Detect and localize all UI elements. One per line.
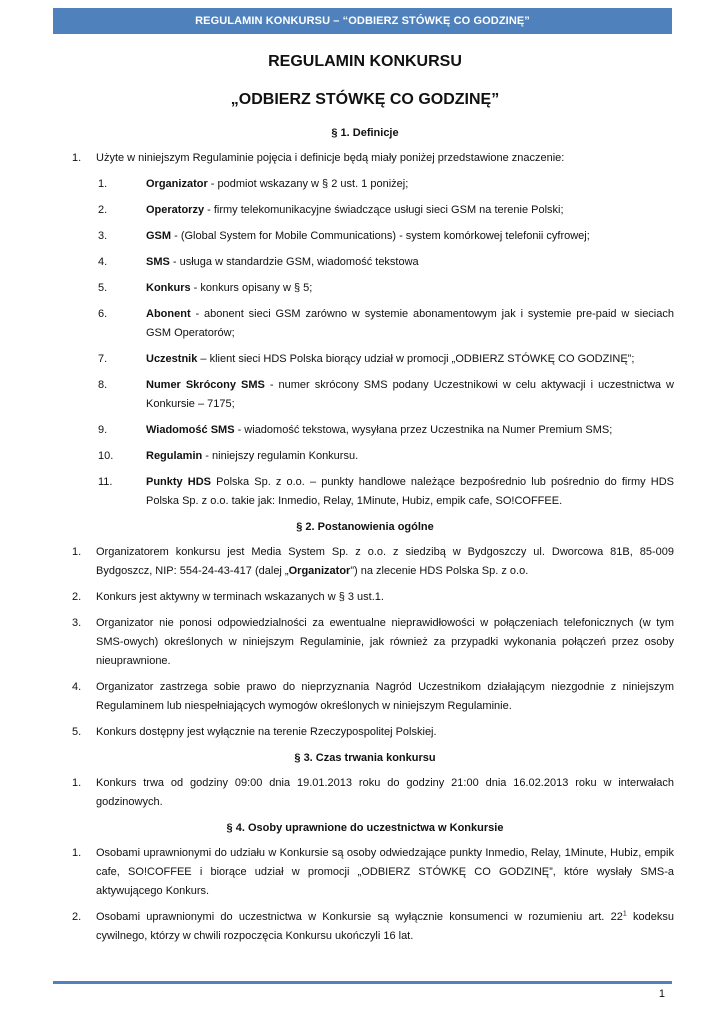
definition-term: Operatorzy: [146, 204, 205, 216]
item-number: 1.: [72, 546, 82, 558]
definition-item: [56, 421, 674, 440]
definition-text: Polska Sp. z o.o. – punkty handlowe należące bezpośrednio lub pośrednio do firmy HDS Polska Sp. z o.o. takie jak: Inmedio, Relay, 1Minute, Hubiz, empik cafe, SO!COFFEE.: [146, 476, 674, 507]
item-text-bold: Organizator: [288, 565, 351, 577]
footnote-marker: 1: [622, 910, 627, 918]
definition-text: – klient sieci HDS Polska biorący udział w promocji „ODBIERZ STÓWKĘ CO GODZINĘ”;: [197, 353, 635, 365]
list-item: [56, 614, 674, 671]
definition-term: Uczestnik: [146, 353, 198, 365]
definition-number: 11.: [98, 476, 113, 488]
definition-term: Abonent: [146, 308, 191, 320]
definition-number: 2.: [98, 204, 108, 216]
definition-number: 3.: [98, 230, 108, 242]
section-4-item-1: [56, 844, 674, 901]
definition-term: SMS: [146, 256, 170, 268]
section-1-heading: § 1. Definicje: [331, 127, 399, 139]
definitions-list: [56, 175, 674, 511]
list-item: [56, 678, 674, 716]
item-number: 1.: [72, 152, 82, 164]
section-1-intro: [56, 149, 674, 168]
document-body: [56, 48, 674, 953]
definition-item: [56, 473, 674, 511]
item-text: Organizator nie ponosi odpowiedzialności za ewentualne nieprawidłowości w połączeniach telefonicznych (w tym SMS-owych) określonych w niniejszym Regulaminie, jak również za przypadki wykonania połączeń przez osoby nieuprawnione.: [96, 617, 674, 667]
document-title: REGULAMIN KONKURSU: [268, 53, 462, 70]
item-text: Organizator zastrzega sobie prawo do nieprzyznania Nagród Uczestnikom działającym niezgodnie z niniejszym Regulaminem lub niespełniających wymogów określonych w niniejszym Regulaminie.: [96, 681, 674, 712]
definition-number: 8.: [98, 379, 108, 391]
definition-number: 10.: [98, 450, 114, 462]
definition-text: - usługa w standardzie GSM, wiadomość tekstowa: [169, 256, 419, 268]
section-3-heading: § 3. Czas trwania konkursu: [294, 752, 436, 764]
section-4-heading: § 4. Osoby uprawnione do uczestnictwa w Konkursie: [226, 822, 504, 834]
definition-item: [56, 279, 674, 298]
item-text: Osobami uprawnionymi do udziału w Konkursie są osoby odwiedzające punkty Inmedio, Relay, 1Minute, Hubiz, empik cafe, SO!COFFEE i biorące udział w promocji „ODBIERZ STÓWKĘ CO GODZINĘ”, które wysłały SMS-a aktywującego Konkurs.: [96, 847, 674, 897]
definition-term: Punkty HDS: [146, 476, 212, 488]
list-item: [56, 588, 674, 607]
document-subtitle: „ODBIERZ STÓWKĘ CO GODZINĘ”: [230, 91, 500, 108]
definition-text: - niniejszy regulamin Konkursu.: [202, 450, 359, 462]
item-number: 2.: [72, 591, 82, 603]
list-item: [56, 774, 674, 812]
definition-item: [56, 447, 674, 466]
item-text: Użyte w niniejszym Regulaminie pojęcia i definicje będą miały poniżej przedstawione znaczenie:: [96, 152, 565, 164]
definition-number: 5.: [98, 282, 108, 294]
section-2-list: [56, 588, 674, 742]
definition-item: [56, 350, 674, 369]
item-number: 1.: [72, 777, 82, 789]
item-number: 2.: [72, 911, 82, 923]
item-number: 1.: [72, 847, 82, 859]
definition-number: 6.: [98, 308, 108, 320]
list-item: [56, 723, 674, 742]
definition-term: GSM: [146, 230, 172, 242]
section-4-item-2: [56, 908, 674, 946]
definition-item: [56, 253, 674, 272]
definition-item: [56, 227, 674, 246]
item-number: 4.: [72, 681, 82, 693]
item-text-before: Osobami uprawnionymi do uczestnictwa w Konkursie są wyłącznie konsumenci w rozumieniu art. 22: [96, 911, 623, 923]
definition-number: 4.: [98, 256, 108, 268]
definition-number: 7.: [98, 353, 108, 365]
definition-item: [56, 175, 674, 194]
item-number: 3.: [72, 617, 82, 629]
definition-text: - (Global System for Mobile Communications) - system komórkowej telefonii cyfrowej;: [171, 230, 590, 242]
item-text: Konkurs jest aktywny w terminach wskazanych w § 3 ust.1.: [96, 591, 384, 603]
definition-text: - konkurs opisany w § 5;: [190, 282, 313, 294]
definition-term: Konkurs: [146, 282, 191, 294]
definition-text: - wiadomość tekstowa, wysyłana przez Uczestnika na Numer Premium SMS;: [234, 424, 613, 436]
item-text: Konkurs dostępny jest wyłącznie na terenie Rzeczypospolitej Polskiej.: [96, 726, 437, 738]
definition-text: - numer skrócony SMS podany Uczestnikowi w celu aktywacji i uczestnictwa w Konkursie – 7175;: [146, 379, 674, 410]
item-number: 5.: [72, 726, 82, 738]
section-2-heading: § 2. Postanowienia ogólne: [296, 521, 434, 533]
definition-text: - firmy telekomunikacyjne świadczące usługi sieci GSM na terenie Polski;: [204, 204, 564, 216]
item-text-before: Organizatorem konkursu jest Media System Sp. z o.o. z siedzibą w Bydgoszczy ul. Dworcowa 81B, 85-009 Bydgoszcz, NIP: 554-24-43-417 (dalej „: [96, 546, 674, 577]
item-text-after: ”) na zlecenie HDS Polska Sp. z o.o.: [350, 565, 529, 577]
page-number: 1: [658, 988, 665, 1000]
definition-term: Regulamin: [146, 450, 203, 462]
definition-item: [56, 376, 674, 414]
definition-term: Organizator: [146, 178, 208, 190]
definition-number: 9.: [98, 424, 108, 436]
definition-item: [56, 305, 674, 343]
definition-number: 1.: [98, 178, 108, 190]
section-2-item-1: [56, 543, 674, 581]
item-text-after: kodeksu cywilnego, którzy w chwili rozpoczęcia Konkursu ukończyli 16 lat.: [96, 911, 674, 942]
running-header: REGULAMIN KONKURSU – “ODBIERZ STÓWKĘ CO GODZINĘ”: [53, 8, 672, 34]
footer-divider: [53, 981, 672, 984]
definition-term: Numer Skrócony SMS: [146, 379, 265, 391]
definition-item: [56, 201, 674, 220]
definition-text: - abonent sieci GSM zarówno w systemie abonamentowym jak i systemie pre-paid w sieciach GSM Operatorów;: [146, 308, 674, 339]
definition-term: Wiadomość SMS: [146, 424, 235, 436]
definition-text: - podmiot wskazany w § 2 ust. 1 poniżej;: [207, 178, 409, 190]
item-text: Konkurs trwa od godziny 09:00 dnia 19.01.2013 roku do godziny 21:00 dnia 16.02.2013 roku w interwałach godzinowych.: [96, 777, 674, 808]
section-3-list: [56, 774, 674, 812]
